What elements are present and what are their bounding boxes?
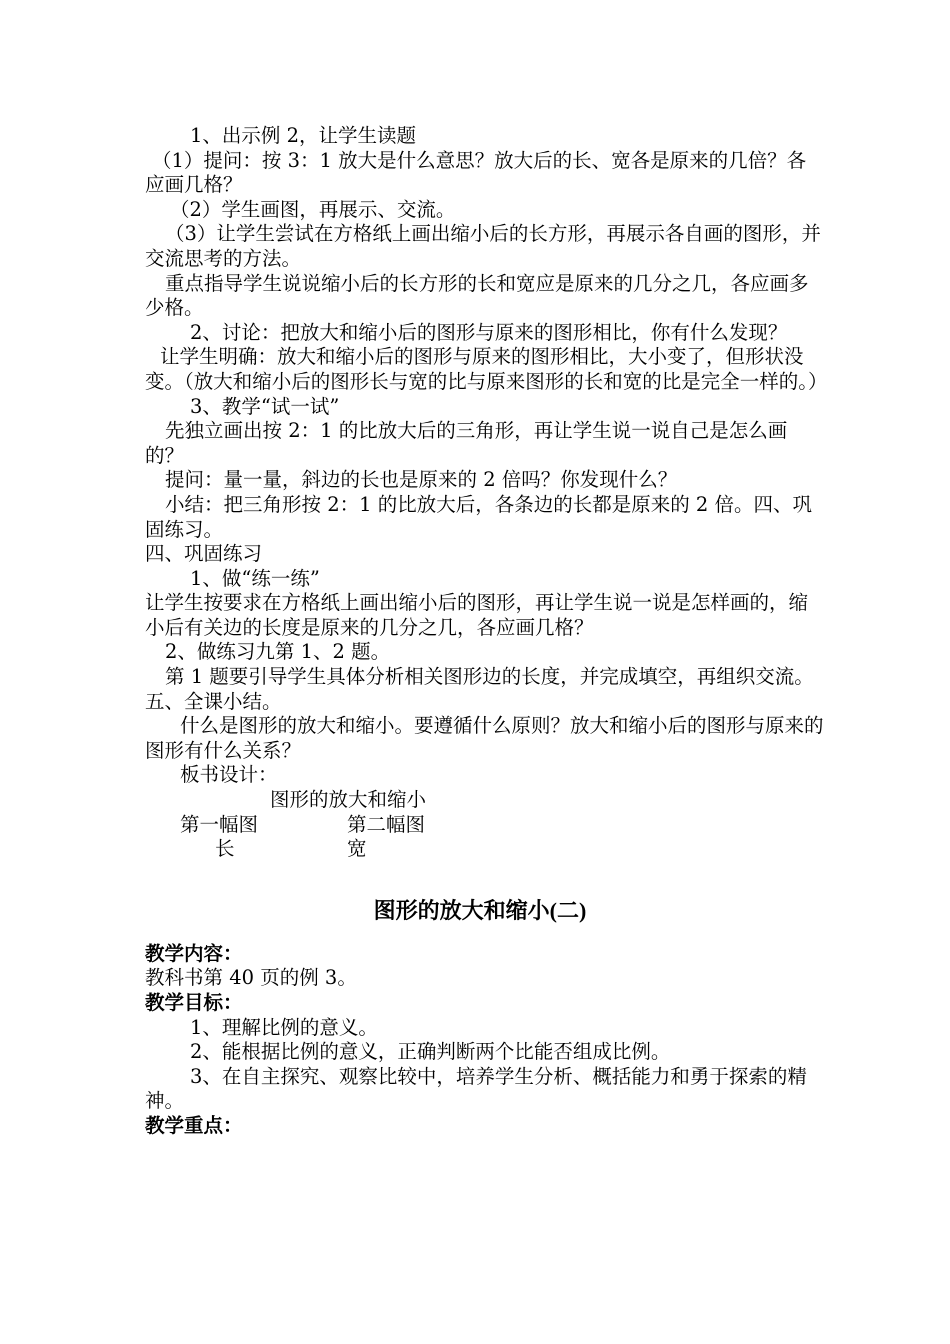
board-col1-header: 第一幅图 xyxy=(180,812,259,836)
text-line: 让学生按要求在方格纸上画出缩小后的图形，再让学生说一说是怎样画的，缩小后有关边的长度是原来的几分之几，各应画几格？ xyxy=(145,591,809,639)
text-line: 板书设计： xyxy=(180,763,278,787)
goal-item: 2、能根据比例的意义，正确判断两个比能否组成比例。 xyxy=(190,1040,671,1064)
section-heading: 四、巩固练习 xyxy=(145,542,263,566)
text-line: 2、讨论：把放大和缩小后的图形与原来的图形相比，你有什么发现？ xyxy=(190,320,788,344)
board-col2-header: 第二幅图 xyxy=(347,812,426,836)
text-line: 2、做练习九第 1、2 题。 xyxy=(165,640,391,664)
text-line: 让学生明确：放大和缩小后的图形与原来的图形相比，大小变了，但形状没变。（放大和缩小后的图形长与宽的比与原来图形的长和宽的比是完全一样的。） xyxy=(145,345,828,393)
text-line: 1、做“练一练” xyxy=(190,566,320,590)
board-title-row xyxy=(145,788,825,813)
board-item-row xyxy=(145,837,825,862)
text-line: 小结：把三角形按 2：1 的比放大后，各条边的长都是原来的 2 倍。四、巩固练习。 xyxy=(145,492,813,541)
text-line: 提问：量一量，斜边的长也是原来的 2 倍吗？你发现什么？ xyxy=(165,468,678,492)
board-header-row xyxy=(145,813,825,838)
content-heading: 教学内容： xyxy=(145,941,243,965)
text-line: 第 1 题要引导学生具体分析相关图形边的长度，并完成填空，再组织交流。 xyxy=(165,665,814,689)
text-line: 先独立画出按 2：1 的比放大后的三角形，再让学生说一说自己是怎么画的？ xyxy=(145,419,788,467)
text-line: 1、出示例 2，让学生读题 xyxy=(190,124,417,147)
text-line: 3、教学“试一试” xyxy=(190,394,340,418)
document-page xyxy=(145,124,828,1139)
board-col1-item: 长 xyxy=(215,837,235,861)
text-line: 什么是图形的放大和缩小。要遵循什么原则？放大和缩小后的图形与原来的图形有什么关系？ xyxy=(145,714,824,762)
content-text: 教科书第 40 页的例 3。 xyxy=(145,966,357,990)
text-line: （1）提问：按 3：1 放大是什么意思？放大后的长、宽各是原来的几倍？各应画几格？ xyxy=(145,148,807,197)
text-line: （2）学生画图，再展示、交流。 xyxy=(170,197,456,221)
goal-item: 1、理解比例的意义。 xyxy=(190,1015,378,1039)
goals-heading: 教学目标： xyxy=(145,991,243,1014)
section-heading: 五、全课小结。 xyxy=(145,689,282,713)
goal-item: 3、在自主探究、观察比较中，培养学生分析、概括能力和勇于探索的精神。 xyxy=(145,1064,807,1113)
lesson-section xyxy=(145,942,825,1139)
text-line: 重点指导学生说说缩小后的长方形的长和宽应是原来的几分之几，各应画多少格。 xyxy=(145,271,809,320)
board-title: 图形的放大和缩小 xyxy=(270,788,427,812)
text-line: （3）让学生尝试在方格纸上画出缩小后的长方形，再展示各自画的图形，并交流思考的方法。 xyxy=(145,222,821,270)
board-col2-item: 宽 xyxy=(347,837,367,861)
section-title: 图形的放大和缩小(二) xyxy=(373,897,587,923)
key-heading: 教学重点： xyxy=(145,1113,243,1137)
